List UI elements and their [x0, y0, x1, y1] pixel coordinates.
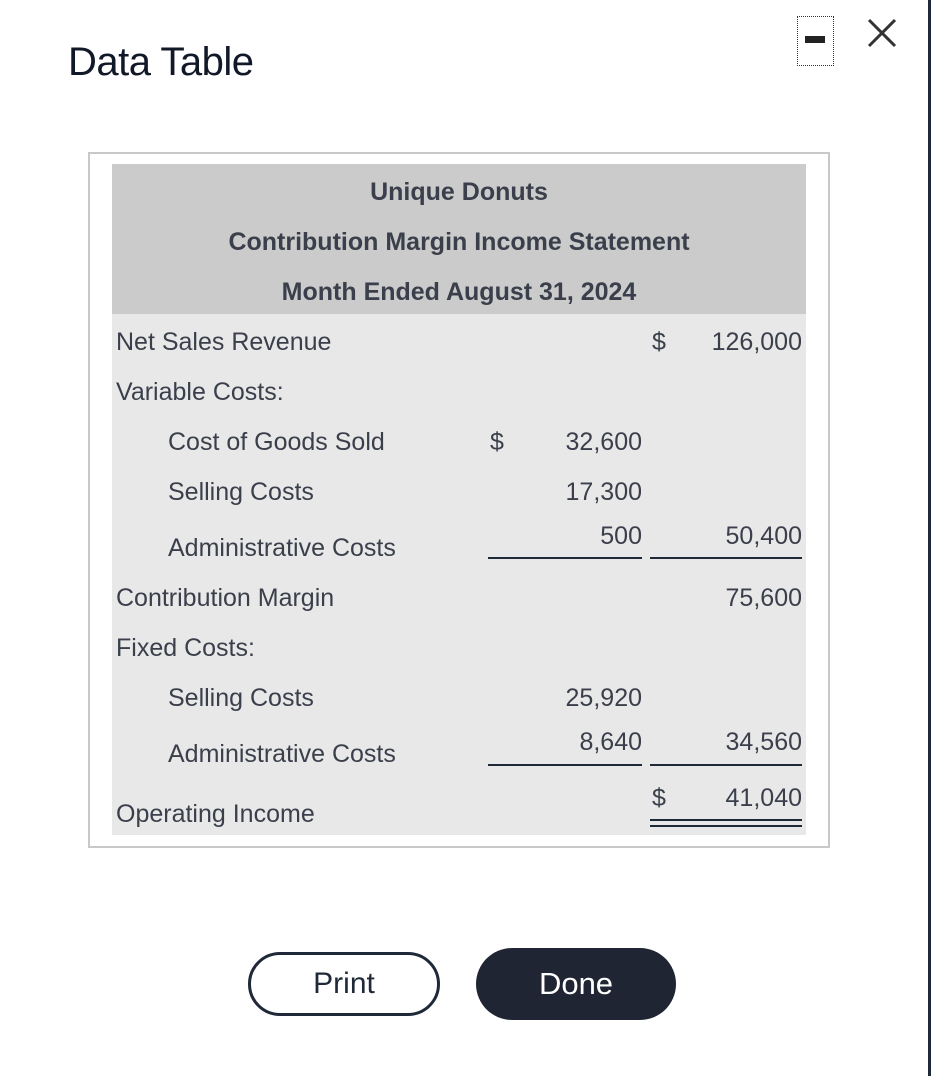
fix-admin-label: Administrative Costs [168, 740, 396, 768]
operating-income-label: Operating Income [116, 800, 315, 828]
company-name: Unique Donuts [370, 178, 548, 206]
var-admin-label: Administrative Costs [168, 534, 396, 562]
done-button[interactable]: Done [476, 948, 676, 1020]
fixed-costs-label: Fixed Costs: [116, 634, 255, 662]
fixed-costs-total: 34,560 [725, 728, 802, 756]
underline [650, 557, 802, 559]
var-admin-amount: 500 [600, 522, 642, 550]
print-button[interactable]: Print [248, 952, 440, 1016]
var-selling-amount: 17,300 [565, 478, 642, 506]
minimize-button[interactable] [797, 16, 834, 66]
double-underline [650, 825, 802, 827]
var-costs-total: 50,400 [725, 522, 802, 550]
fix-selling-amount: 25,920 [565, 684, 642, 712]
close-icon [866, 16, 898, 50]
var-selling-label: Selling Costs [168, 478, 314, 506]
variable-costs-label: Variable Costs: [116, 378, 284, 406]
window-edge [928, 0, 931, 1076]
var-cogs-label: Cost of Goods Sold [168, 428, 385, 456]
double-underline [650, 819, 802, 821]
statement-name: Contribution Margin Income Statement [228, 228, 690, 256]
dialog-title: Data Table [68, 40, 254, 84]
statement-period: Month Ended August 31, 2024 [281, 278, 637, 306]
contribution-margin-label: Contribution Margin [116, 584, 335, 612]
fix-admin-amount: 8,640 [579, 728, 642, 756]
minimize-icon [805, 36, 825, 43]
operating-income-currency: $ [652, 784, 666, 812]
net-sales-total: 126,000 [711, 328, 802, 356]
close-button[interactable] [866, 16, 898, 50]
underline [650, 764, 802, 766]
contribution-margin-total: 75,600 [725, 584, 802, 612]
underline [488, 557, 642, 559]
underline [488, 764, 642, 766]
net-sales-label: Net Sales Revenue [116, 328, 332, 356]
net-sales-currency: $ [652, 328, 666, 356]
var-cogs-amount: 32,600 [565, 428, 642, 456]
var-cogs-currency: $ [490, 428, 504, 456]
operating-income-total: 41,040 [725, 784, 802, 812]
fix-selling-label: Selling Costs [168, 684, 314, 712]
